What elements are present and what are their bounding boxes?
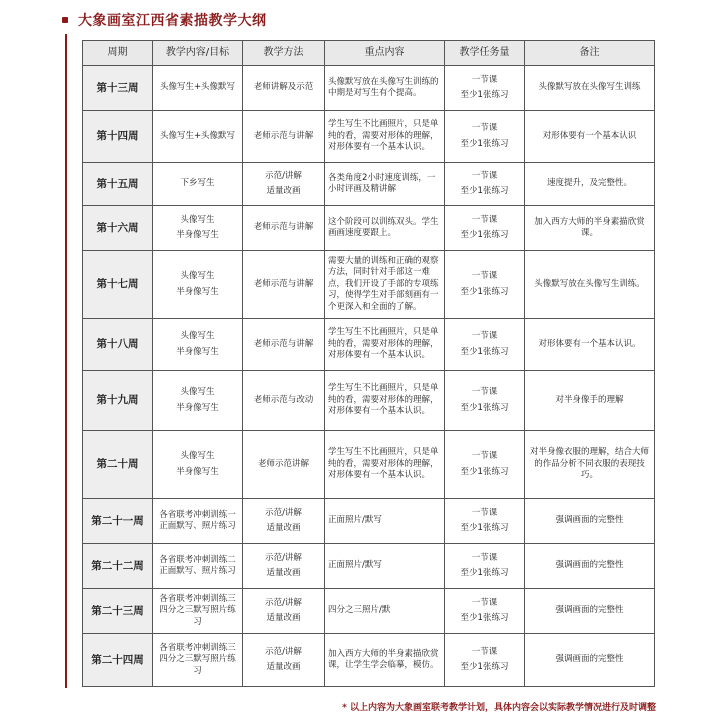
page-title: 大象画室江西省素描教学大纲 — [78, 13, 267, 29]
task-line: 一节课 — [471, 271, 498, 282]
remark-cell: 强调画面的完整性 — [525, 544, 655, 589]
task-line: 至少1张练习 — [460, 90, 509, 100]
task-line: 一节课 — [471, 646, 498, 657]
week-cell: 第十八周 — [83, 319, 153, 371]
task-cell — [445, 66, 525, 111]
task-cell — [445, 206, 525, 251]
footnote: * 以上内容为大象画室联考教学计划，具体内容会以实际教学情况进行及时调整 — [342, 703, 656, 713]
syllabus-table — [82, 40, 655, 687]
remark-cell: 对形体要有一个基本认识 — [525, 111, 655, 163]
method-line: 适量改画 — [266, 523, 301, 533]
method-cell — [243, 319, 325, 371]
goal-line: 半身像写生 — [176, 402, 219, 413]
remark-cell: 头像默写放在头像写生训练。 — [525, 251, 655, 319]
remark-cell: 强调画面的完整性 — [525, 634, 655, 687]
week-cell: 第二十二周 — [83, 544, 153, 589]
method-line: 示范/讲解 — [265, 170, 302, 181]
goal-line: 头像写生 — [180, 271, 215, 282]
task-cell — [445, 319, 525, 371]
task-line: 一节课 — [471, 597, 498, 608]
remark-cell: 对半身像手的理解 — [525, 371, 655, 431]
method-line: 老师讲解及示范 — [253, 82, 314, 93]
table-header-row — [83, 41, 655, 66]
focus-cell: 学生写生不比画照片，只是单纯的看，需要对形体的理解，对形体要有一个基本认识。 — [325, 431, 445, 499]
task-cell — [445, 544, 525, 589]
method-cell — [243, 634, 325, 687]
method-line: 老师示范与讲解 — [253, 278, 314, 289]
method-line: 适量改画 — [266, 568, 301, 578]
remark-cell: 强调画面的完整性 — [525, 589, 655, 634]
task-cell — [445, 589, 525, 634]
method-line: 示范/讲解 — [265, 646, 302, 657]
method-line: 老师示范与讲解 — [253, 130, 314, 141]
goal-line: 头像写生+头像默写 — [159, 82, 236, 93]
goal-line: 下乡写生 — [180, 178, 215, 189]
goal-line: 各省联考冲刺训练二正面默写、照片练习 — [159, 554, 236, 576]
table-row — [83, 544, 655, 589]
method-cell — [243, 163, 325, 206]
focus-cell: 学生写生不比画照片，只是单纯的看，需要对形体的理解，对形体要有一个基本认识。 — [325, 319, 445, 371]
column-header-remark: 备注 — [525, 41, 655, 66]
task-line: 一节课 — [471, 170, 498, 181]
column-header-week: 周期 — [83, 41, 153, 66]
goal-cell — [153, 589, 243, 634]
task-cell — [445, 371, 525, 431]
method-line: 适量改画 — [266, 613, 301, 623]
goal-cell — [153, 499, 243, 544]
goal-line: 半身像写生 — [176, 466, 219, 477]
week-cell: 第十四周 — [83, 111, 153, 163]
goal-cell — [153, 371, 243, 431]
task-cell — [445, 634, 525, 687]
method-cell — [243, 589, 325, 634]
task-line: 一节课 — [471, 552, 498, 563]
focus-cell: 学生写生不比画照片，只是单纯的看，需要对形体的理解，对形体要有一个基本认识。 — [325, 111, 445, 163]
column-header-method: 教学方法 — [243, 41, 325, 66]
goal-cell — [153, 431, 243, 499]
goal-line: 头像写生 — [180, 214, 215, 225]
task-line: 至少1张练习 — [460, 186, 509, 196]
goal-line: 头像写生 — [180, 387, 215, 398]
week-cell: 第二十一周 — [83, 499, 153, 544]
goal-cell — [153, 544, 243, 589]
method-cell — [243, 544, 325, 589]
goal-cell — [153, 319, 243, 371]
goal-cell — [153, 206, 243, 251]
task-line: 至少1张练习 — [460, 568, 509, 578]
method-line: 老师示范与讲解 — [253, 222, 314, 233]
task-line: 至少1张练习 — [460, 466, 509, 477]
table-row — [83, 319, 655, 371]
method-cell — [243, 111, 325, 163]
week-cell: 第十七周 — [83, 251, 153, 319]
goal-line: 半身像写生 — [176, 346, 219, 357]
method-line: 适量改画 — [266, 186, 301, 196]
focus-cell: 各类角度2小时速度训练，一小时评画及精讲解 — [325, 163, 445, 206]
focus-cell: 四分之三照片/默 — [325, 589, 445, 634]
focus-cell: 学生写生不比画照片，只是单纯的看，需要对形体的理解，对形体要有一个基本认识。 — [325, 371, 445, 431]
method-line: 示范/讲解 — [265, 552, 302, 563]
task-line: 一节课 — [471, 214, 498, 225]
side-accent-line — [65, 34, 67, 688]
goal-cell — [153, 163, 243, 206]
table-row — [83, 499, 655, 544]
task-line: 至少1张练习 — [460, 286, 509, 297]
table-row — [83, 206, 655, 251]
method-line: 示范/讲解 — [265, 597, 302, 608]
task-line: 一节课 — [471, 331, 498, 342]
remark-cell: 对半身像衣服的理解，结合大师的作品分析不同衣服的表现技巧。 — [525, 431, 655, 499]
table-row — [83, 251, 655, 319]
week-cell: 第十九周 — [83, 371, 153, 431]
method-cell — [243, 371, 325, 431]
task-line: 至少1张练习 — [460, 662, 509, 672]
goal-line: 各省联考冲刺训练三四分之三默写照片练习 — [159, 593, 236, 627]
remark-cell: 强调画面的完整性 — [525, 499, 655, 544]
week-cell: 第二十周 — [83, 431, 153, 499]
table-body — [83, 66, 655, 687]
focus-cell: 加入西方大师的半身素描欣赏课，让学生学会临摹，模仿。 — [325, 634, 445, 687]
task-line: 一节课 — [471, 387, 498, 398]
task-line: 至少1张练习 — [460, 138, 509, 149]
goal-line: 头像写生 — [180, 331, 215, 342]
task-cell — [445, 111, 525, 163]
goal-line: 半身像写生 — [176, 286, 219, 297]
focus-cell: 正面照片/默写 — [325, 544, 445, 589]
table-row — [83, 589, 655, 634]
task-line: 至少1张练习 — [460, 402, 509, 413]
task-line: 至少1张练习 — [460, 613, 509, 623]
goal-cell — [153, 634, 243, 687]
table-row — [83, 163, 655, 206]
task-line: 至少1张练习 — [460, 230, 509, 240]
week-cell: 第二十四周 — [83, 634, 153, 687]
method-cell — [243, 499, 325, 544]
week-cell: 第十六周 — [83, 206, 153, 251]
method-line: 示范/讲解 — [265, 507, 302, 518]
task-line: 至少1张练习 — [460, 523, 509, 533]
focus-cell: 需要大量的训练和正确的观察方法，同时针对手部这一难点，我们开设了手部的专项练习，使得学生对手部刻画有一个更深入和全面的了解。 — [325, 251, 445, 319]
method-cell — [243, 66, 325, 111]
column-header-task: 教学任务量 — [445, 41, 525, 66]
focus-cell: 头像默写放在头像写生训练的中期是对写生有个提高。 — [325, 66, 445, 111]
task-line: 一节课 — [471, 74, 498, 85]
week-cell: 第十三周 — [83, 66, 153, 111]
task-cell — [445, 431, 525, 499]
focus-cell: 正面照片/默写 — [325, 499, 445, 544]
method-cell — [243, 206, 325, 251]
remark-cell: 加入西方大师的半身素描欣赏课。 — [525, 206, 655, 251]
task-line: 一节课 — [471, 123, 498, 134]
goal-line: 头像写生+头像默写 — [159, 130, 236, 141]
method-line: 老师示范与改动 — [253, 394, 314, 405]
title-marker — [62, 17, 68, 23]
goal-line: 各省联考冲刺训练一正面默写、照片练习 — [159, 509, 236, 531]
column-header-focus: 重点内容 — [325, 41, 445, 66]
goal-cell — [153, 251, 243, 319]
goal-cell — [153, 111, 243, 163]
title-block — [62, 8, 267, 32]
task-cell — [445, 163, 525, 206]
week-cell: 第二十三周 — [83, 589, 153, 634]
remark-cell: 速度提升，及完整性。 — [525, 163, 655, 206]
method-line: 老师示范讲解 — [257, 458, 309, 469]
goal-cell — [153, 66, 243, 111]
task-cell — [445, 251, 525, 319]
week-cell: 第十五周 — [83, 163, 153, 206]
task-cell — [445, 499, 525, 544]
focus-cell: 这个阶段可以训练双头。学生画画速度要跟上。 — [325, 206, 445, 251]
goal-line: 各省联考冲刺训练三四分之三默写照片练习 — [159, 642, 236, 676]
task-line: 一节课 — [471, 507, 498, 518]
table-row — [83, 634, 655, 687]
goal-line: 头像写生 — [180, 451, 215, 462]
table-row — [83, 371, 655, 431]
table-row — [83, 111, 655, 163]
remark-cell: 对形体要有一个基本认识。 — [525, 319, 655, 371]
goal-line: 半身像写生 — [176, 230, 219, 240]
method-cell — [243, 431, 325, 499]
column-header-goal: 教学内容/目标 — [153, 41, 243, 66]
task-line: 至少1张练习 — [460, 346, 509, 357]
table-row — [83, 431, 655, 499]
task-line: 一节课 — [471, 451, 498, 462]
method-cell — [243, 251, 325, 319]
remark-cell: 头像默写放在头像写生训练 — [525, 66, 655, 111]
method-line: 老师示范与讲解 — [253, 338, 314, 349]
table-row — [83, 66, 655, 111]
method-line: 适量改画 — [266, 662, 301, 672]
